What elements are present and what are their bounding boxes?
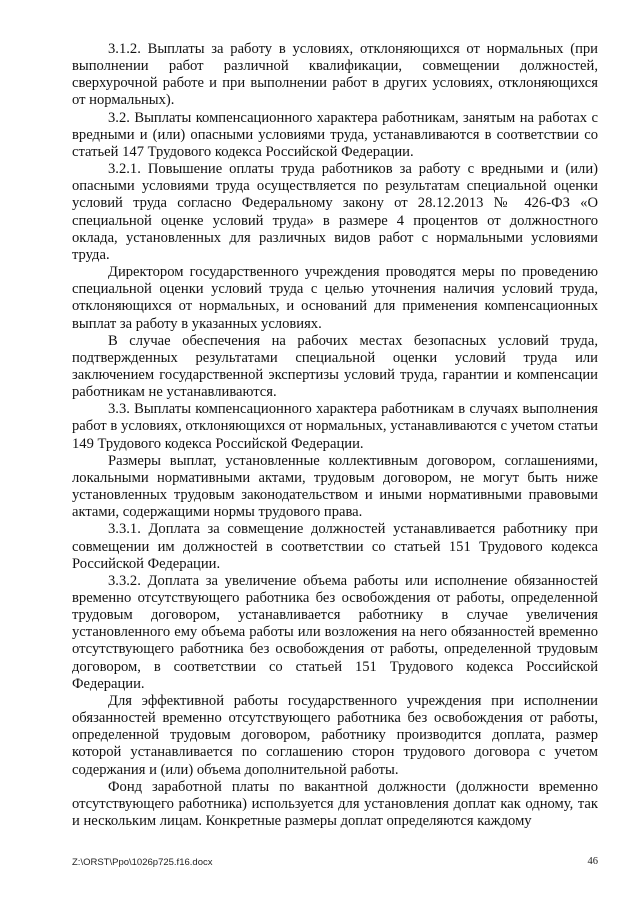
paragraph-3-3-2: 3.3.2. Доплата за увеличение объема работы или исполнение обязанностей временно отсутствующего работника без освобождения от работы, определенной трудовым договором, устанавливается работнику в случае увеличения установленного ему объема работы или возложения на него обязанностей временно отсутствующего работника без освобождения от работы, определенной трудовым договором, в соответствии со статьей 151 Трудового кодекса Российской Федерации. [72, 572, 598, 692]
paragraph-vacancy-fund: Фонд заработной платы по вакантной должности (должности временно отсутствующего работника) используется для установления доплат как одному, так и нескольким лицам. Конкретные размеры доплат определяются каждому [72, 778, 598, 830]
footer-file-path: Z:\ORST\Ppo\1026p725.f16.docx [72, 857, 213, 868]
paragraph-3-2-1: 3.2.1. Повышение оплаты труда работников за работу с вредными и (или) опасными условиями труда осуществляется по результатам специальной оценки условий труда согласно Федеральному закону от 28.12.2013 № 426-ФЗ «О специальной оценке условий труда» в размере 4 процентов от должностного оклада, установленных для различных видов работ с нормальными условиями труда. [72, 161, 598, 263]
paragraph-3-3: 3.3. Выплаты компенсационного характера работникам в случаях выполнения работ в условиях, отклоняющихся от нормальных, устанавливаются с учетом статьи 149 Трудового кодекса Российской Федерации. [72, 401, 598, 452]
paragraph-3-2: 3.2. Выплаты компенсационного характера работникам, занятым на работах с вредными и (или) опасными условиями труда, устанавливаются в соответствии со статьей 147 Трудового кодекса Российской Федерации. [72, 109, 598, 160]
paragraph-director-measures: Директором государственного учреждения проводятся меры по проведению специальной оценки условий труда с целью уточнения наличия условий труда, отклоняющихся от нормальных, и оснований для применения компенсационных выплат за работу в указанных условиях. [72, 264, 598, 332]
page-number: 46 [587, 856, 598, 867]
page-body [72, 41, 598, 830]
paragraph-safe-conditions: В случае обеспечения на рабочих местах безопасных условий труда, подтвержденных результатами специальной оценки условий труда или заключением государственной экспертизы условий труда, гарантии и компенсации работникам не устанавливаются. [72, 332, 598, 401]
paragraph-3-3-1: 3.3.1. Доплата за совмещение должностей устанавливается работнику при совмещении им должностей в соответствии со статьей 151 Трудового кодекса Российской Федерации. [72, 521, 598, 572]
paragraph-effective-work: Для эффективной работы государственного учреждения при исполнении обязанностей временно отсутствующего работника без освобождения от работы, определенной трудовым договором, работнику производится доплата, размер которой устанавливается по соглашению сторон трудового договора с учетом содержания и (или) объема дополнительной работы. [72, 692, 598, 778]
paragraph-payment-sizes: Размеры выплат, установленные коллективным договором, соглашениями, локальными нормативными актами, трудовым договором, не могут быть ниже установленных трудовым законодательством и иными нормативными правовыми актами, содержащими нормы трудового права. [72, 452, 598, 521]
paragraph-3-1-2: 3.1.2. Выплаты за работу в условиях, отклоняющихся от нормальных (при выполнении работ различной квалификации, совмещении должностей, сверхурочной работе и при выполнении работ в других условиях, отклоняющихся от нормальных). [72, 41, 598, 109]
